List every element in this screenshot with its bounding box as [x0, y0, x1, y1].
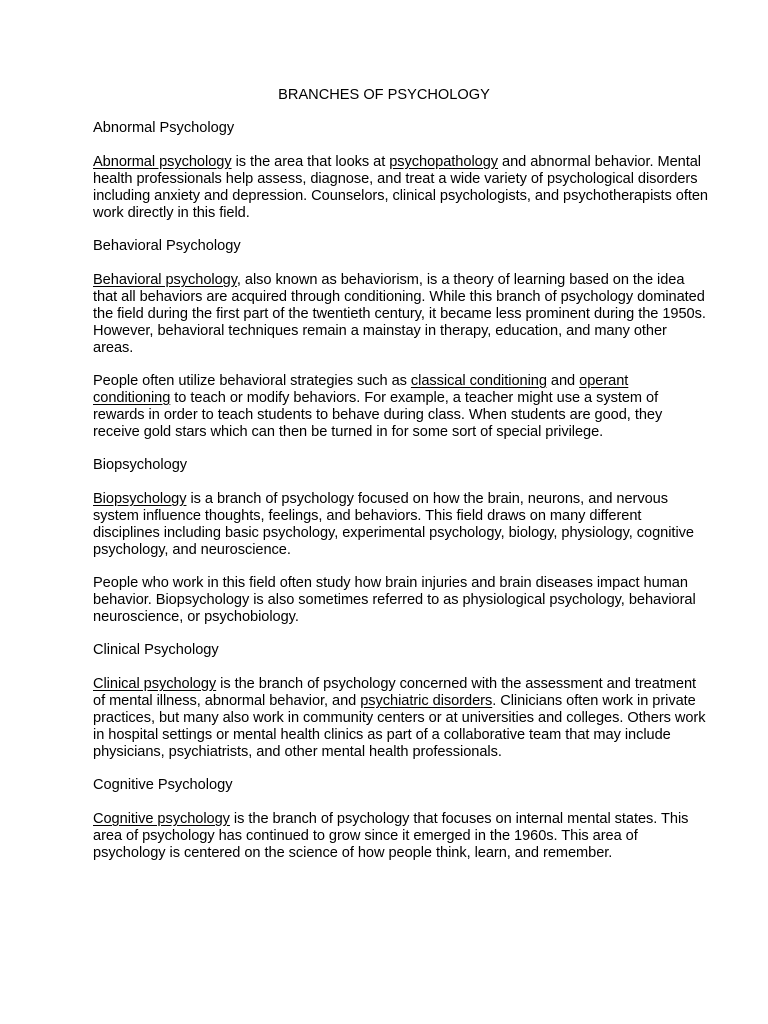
paragraph-text: People often utilize behavioral strategies such as	[93, 373, 411, 389]
document-body	[93, 120, 708, 862]
paragraph	[93, 811, 708, 862]
paragraph	[93, 491, 708, 559]
term-link[interactable]: psychopathology	[389, 154, 499, 170]
paragraph-text: to teach or modify behaviors. For example, a teacher might use a system of rewards in order to teach students to behave during class. When students are good, they receive gold stars which can then be turned in for some sort of special privilege.	[93, 390, 663, 440]
section-clinical-psychology	[93, 642, 708, 761]
section-heading: Abnormal Psychology	[93, 120, 235, 136]
section-heading: Clinical Psychology	[93, 642, 219, 658]
term-link[interactable]: Abnormal psychology	[93, 154, 232, 170]
paragraph-text: , also known as behaviorism, is a theory of learning based on the idea that all behaviors are acquired through conditioning. While this branch of psychology dominated the field during the first part of the twentieth century, it became less prominent during the 1950s. However, behavioral techniques remain a mainstay in therapy, education, and many other areas.	[93, 272, 706, 356]
paragraph	[93, 272, 708, 357]
paragraph-text: is a branch of psychology focused on how the brain, neurons, and nervous system influence thoughts, feelings, and behaviors. This field draws on many different disciplines including basic psychology, experimental psychology, biology, physiology, cognitive psychology, and neuroscience.	[93, 491, 694, 558]
section-heading: Behavioral Psychology	[93, 238, 241, 254]
paragraph-text: is the area that looks at	[231, 154, 390, 170]
paragraph	[93, 373, 708, 441]
paragraph	[93, 575, 708, 626]
section-heading: Biopsychology	[93, 457, 188, 473]
paragraph-text: and abnormal behavior. Mental health professionals help assess, diagnose, and treat a wide variety of psychological disorders including anxiety and depression. Counselors, clinical psychologists, and psychotherapists often work directly in this field.	[93, 154, 708, 221]
paragraph-text: People who work in this field often study how brain injuries and brain diseases impact human behavior. Biopsychology is also sometimes referred to as physiological psychology, behavioral neuroscience, or psychobiology.	[93, 575, 696, 625]
term-link[interactable]: classical conditioning	[410, 373, 547, 389]
term-link[interactable]: operant conditioning	[93, 373, 629, 406]
section-biopsychology	[93, 457, 708, 626]
term-link[interactable]: Cognitive psychology	[93, 811, 230, 827]
paragraph-text: is the branch of psychology concerned with the assessment and treatment of mental illness, abnormal behavior, and	[93, 676, 697, 709]
paragraph-text: is the branch of psychology that focuses on internal mental states. This area of psychology has continued to grow since it emerged in the 1960s. This area of psychology is centered on the science of how people think, learn, and remember.	[93, 811, 689, 861]
paragraph-text: and	[546, 373, 580, 389]
section-cognitive-psychology	[93, 777, 708, 862]
term-link[interactable]: psychiatric disorders	[360, 693, 493, 709]
section-behavioral-psychology	[93, 238, 708, 441]
document-title: BRANCHES OF PSYCHOLOGY	[278, 87, 490, 103]
paragraph	[93, 676, 708, 761]
section-heading: Cognitive Psychology	[93, 777, 233, 793]
term-link[interactable]: Behavioral psychology	[93, 272, 237, 288]
term-link[interactable]: Clinical psychology	[93, 676, 217, 692]
section-abnormal-psychology	[93, 120, 708, 222]
term-link[interactable]: Biopsychology	[93, 491, 187, 507]
paragraph-text: . Clinicians often work in private practices, but many also work in community centers or at universities and colleges. Others work in hospital settings or mental health clinics as part of a collaborative team that may include physicians, psychiatrists, and other mental health professionals.	[93, 693, 706, 760]
paragraph	[93, 154, 708, 222]
